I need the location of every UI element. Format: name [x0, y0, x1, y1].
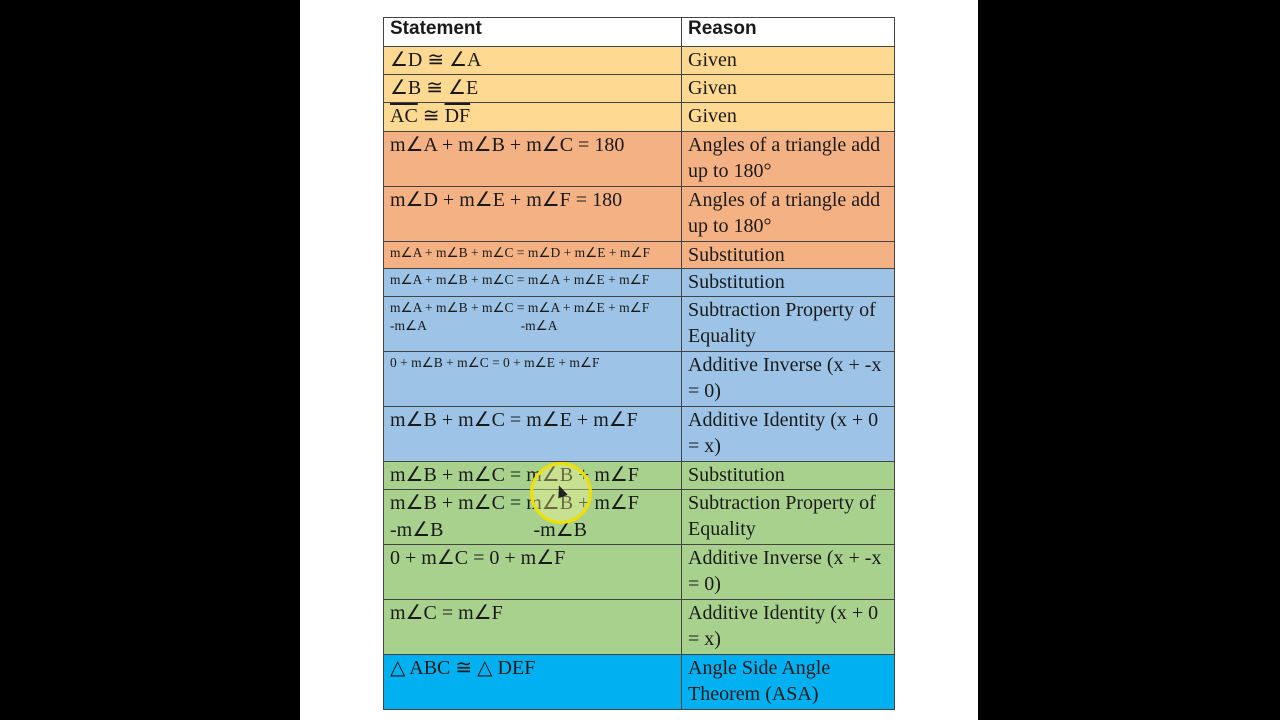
reason-cell: Additive Inverse (x + -x = 0): [682, 545, 895, 600]
table-row: [384, 297, 895, 352]
reason-cell: Subtraction Property of Equality: [682, 297, 895, 352]
statement-cell: ∠D ≅ ∠A: [384, 47, 682, 75]
table-row: [384, 269, 895, 297]
statement-cell: m∠A + m∠B + m∠C = m∠A + m∠E + m∠F -m∠A -m∠A: [384, 297, 682, 352]
header-row: [384, 18, 895, 47]
statement-cell: m∠C = m∠F: [384, 600, 682, 655]
table-row: [384, 47, 895, 75]
table-row: [384, 490, 895, 545]
table-row: [384, 103, 895, 132]
statement-header: Statement: [384, 18, 682, 47]
statement-cell: [384, 103, 682, 132]
reason-cell: Given: [682, 103, 895, 132]
statement-cell: m∠B + m∠C = m∠B + m∠F -m∠B -m∠B: [384, 490, 682, 545]
statement-cell: m∠B + m∠C = m∠E + m∠F: [384, 407, 682, 462]
table-row: [384, 352, 895, 407]
statement-cell: △ ABC ≅ △ DEF: [384, 655, 682, 710]
table-row: [384, 75, 895, 103]
statement-cell: m∠A + m∠B + m∠C = 180: [384, 132, 682, 187]
reason-cell: Additive Inverse (x + -x = 0): [682, 352, 895, 407]
document-page: [300, 0, 978, 720]
reason-cell: Given: [682, 75, 895, 103]
reason-cell: Additive Identity (x + 0 = x): [682, 600, 895, 655]
reason-cell: Substitution: [682, 269, 895, 297]
table-row: [384, 545, 895, 600]
segment-df: $\overline{DF}$: [444, 105, 471, 127]
table-row: [384, 462, 895, 490]
table-row: [384, 600, 895, 655]
table-row: [384, 407, 895, 462]
table-row: [384, 655, 895, 710]
statement-cell: ∠B ≅ ∠E: [384, 75, 682, 103]
table-row: [384, 187, 895, 242]
statement-cell: m∠D + m∠E + m∠F = 180: [384, 187, 682, 242]
reason-cell: Angles of a triangle add up to 180°: [682, 187, 895, 242]
reason-cell: Angles of a triangle add up to 180°: [682, 132, 895, 187]
reason-cell: Given: [682, 47, 895, 75]
reason-header: Reason: [682, 18, 895, 47]
statement-cell: 0 + m∠B + m∠C = 0 + m∠E + m∠F: [384, 352, 682, 407]
table-row: [384, 132, 895, 187]
statement-cell: 0 + m∠C = 0 + m∠F: [384, 545, 682, 600]
reason-cell: Subtraction Property of Equality: [682, 490, 895, 545]
segment-ac: $\overline{AC}$: [390, 105, 418, 127]
reason-cell: Substitution: [682, 462, 895, 490]
reason-cell: Angle Side Angle Theorem (ASA): [682, 655, 895, 710]
table-row: [384, 242, 895, 269]
statement-cell: m∠B + m∠C = m∠B + m∠F: [384, 462, 682, 490]
statement-cell: m∠A + m∠B + m∠C = m∠D + m∠E + m∠F: [384, 242, 682, 269]
reason-cell: Substitution: [682, 242, 895, 269]
proof-table: [383, 17, 895, 710]
congruent-symbol: ≅: [417, 105, 445, 127]
reason-cell: Additive Identity (x + 0 = x): [682, 407, 895, 462]
statement-cell: m∠A + m∠B + m∠C = m∠A + m∠E + m∠F: [384, 269, 682, 297]
